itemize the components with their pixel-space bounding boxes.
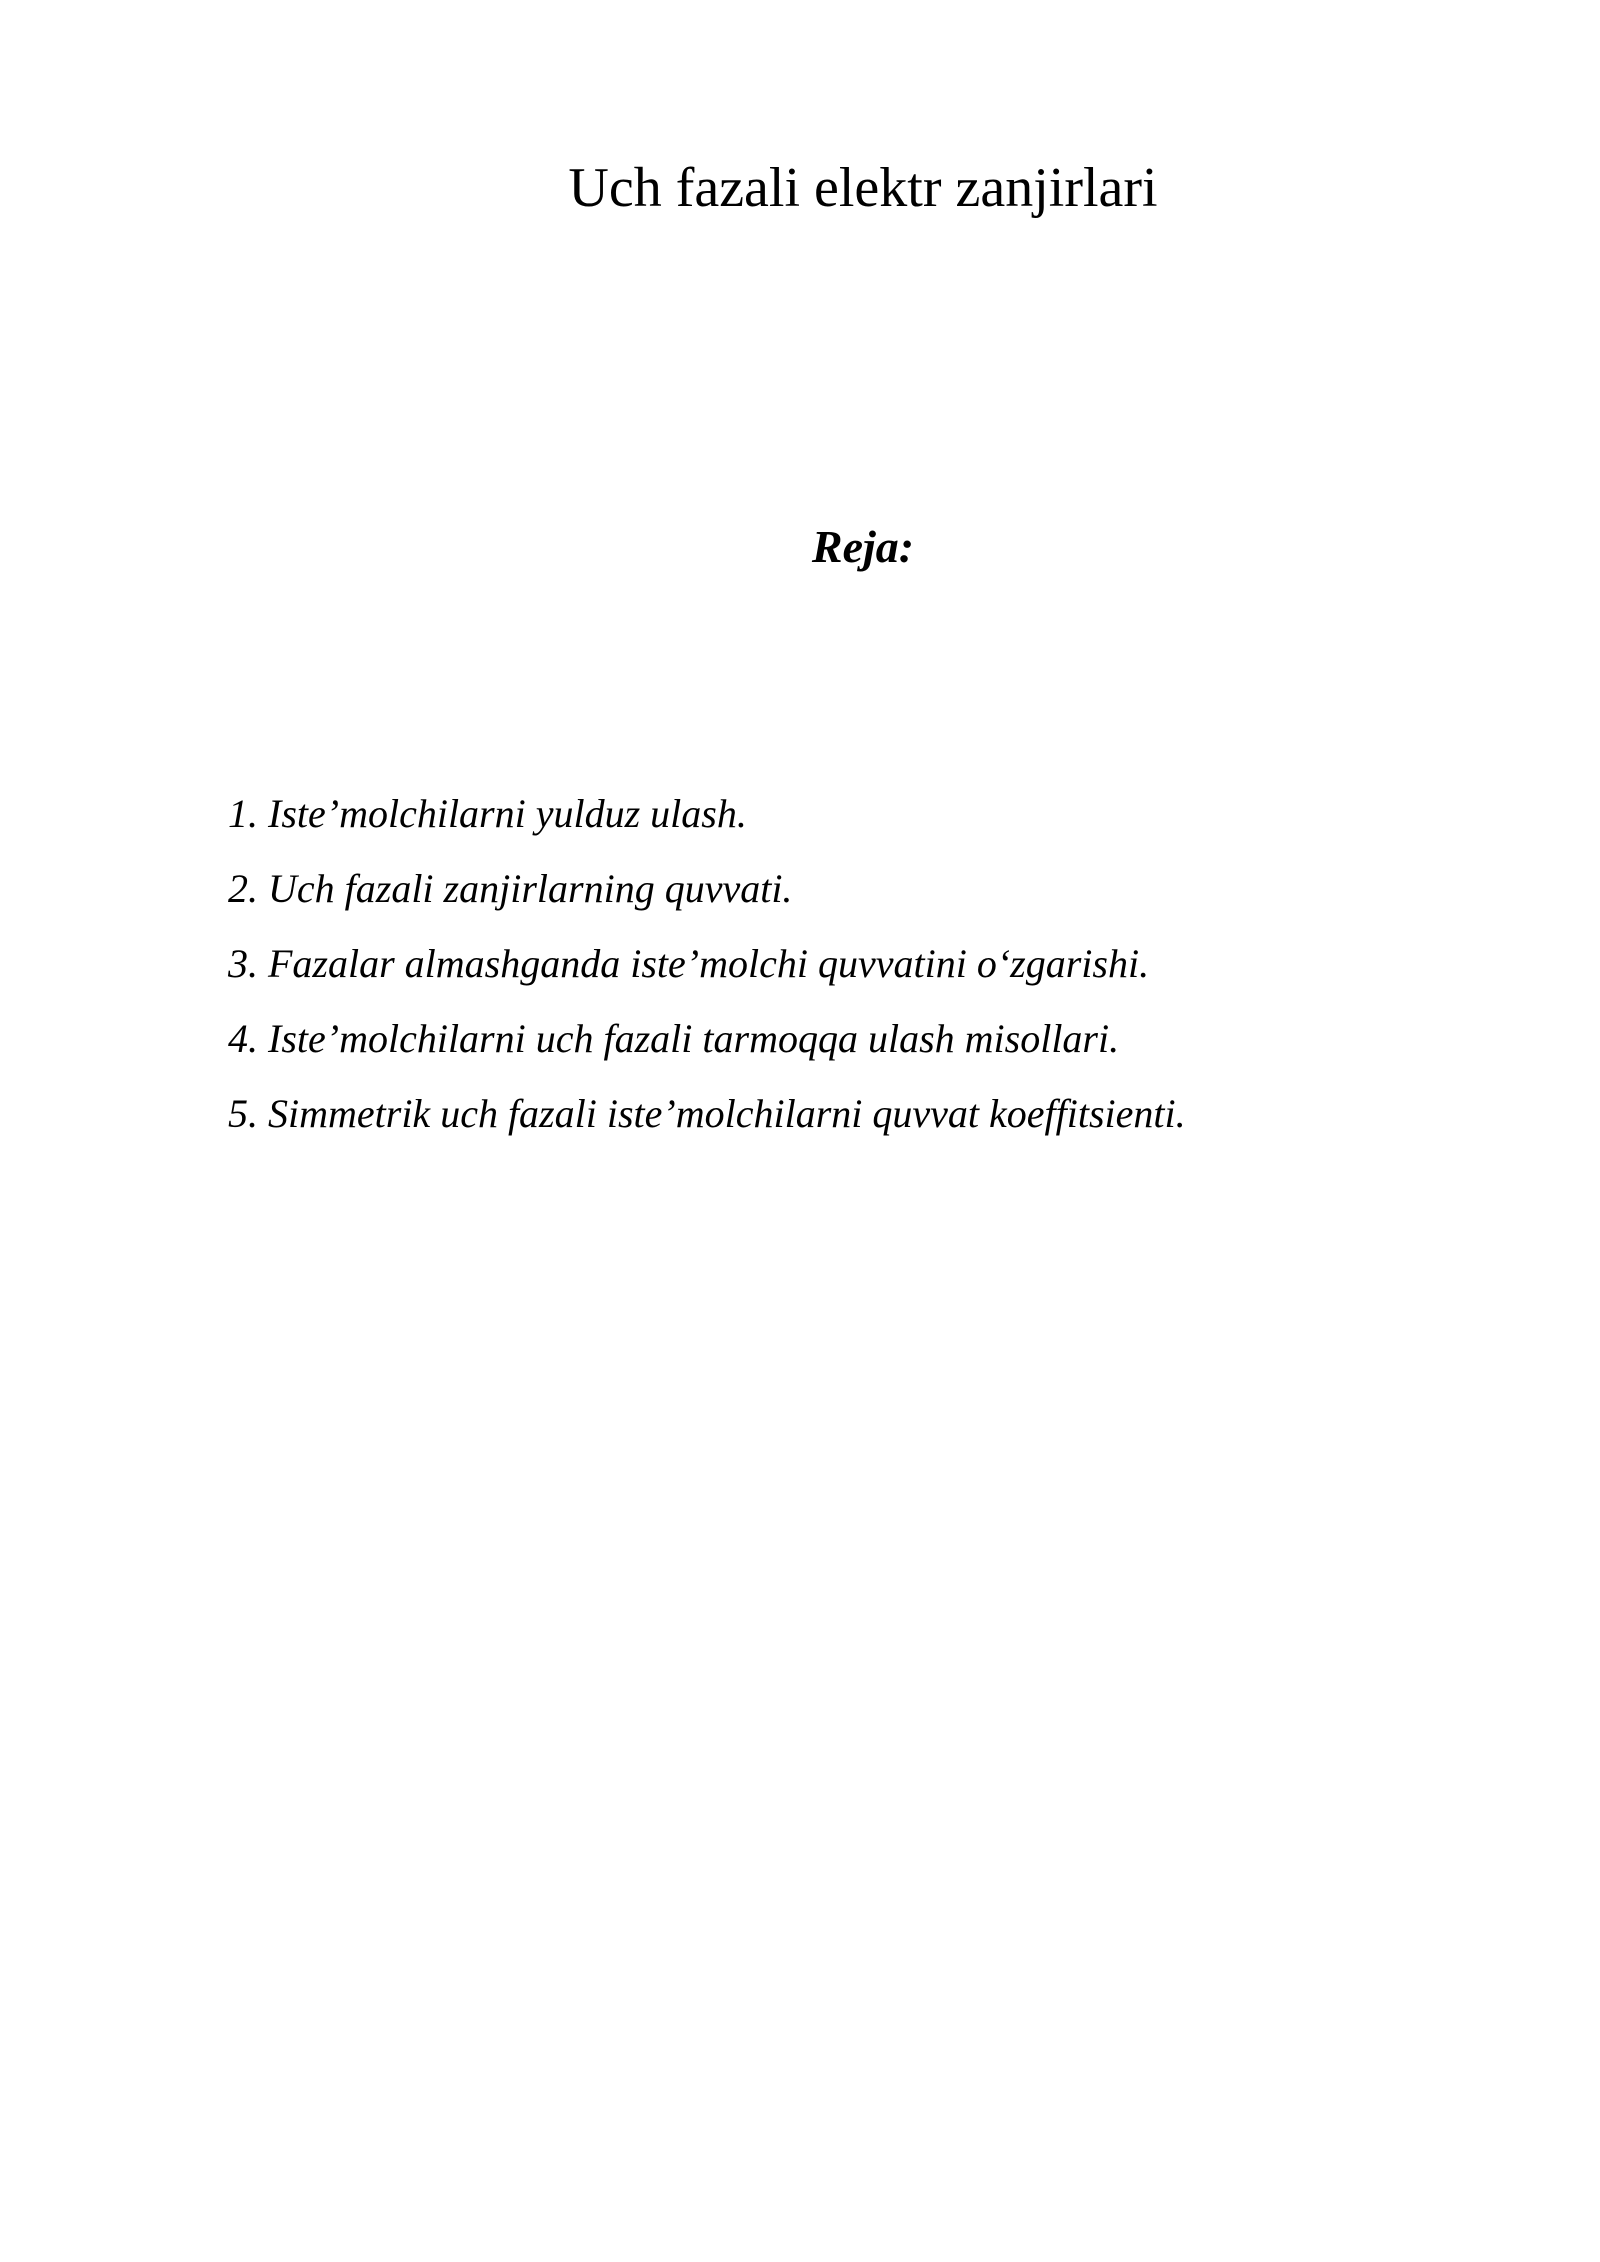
plan-item-4: 4. Iste’molchilarni uch fazali tarmoqqa ulash misollari.: [228, 1016, 1120, 1061]
plan-item-3: 3. Fazalar almashganda iste’molchi quvvatini o‘zgarishi.: [228, 941, 1150, 986]
plan-item-1: 1. Iste’molchilarni yulduz ulash.: [228, 791, 747, 836]
plan-item-2: 2. Uch fazali zanjirlarning quvvati.: [228, 866, 793, 911]
plan-item-5: 5. Simmetrik uch fazali iste’molchilarni quvvat koeffitsienti.: [228, 1091, 1186, 1136]
plan-heading: Reja:: [811, 521, 915, 572]
document-title: Uch fazali elektr zanjirlari: [568, 157, 1158, 219]
plan-list: [228, 776, 1186, 1151]
